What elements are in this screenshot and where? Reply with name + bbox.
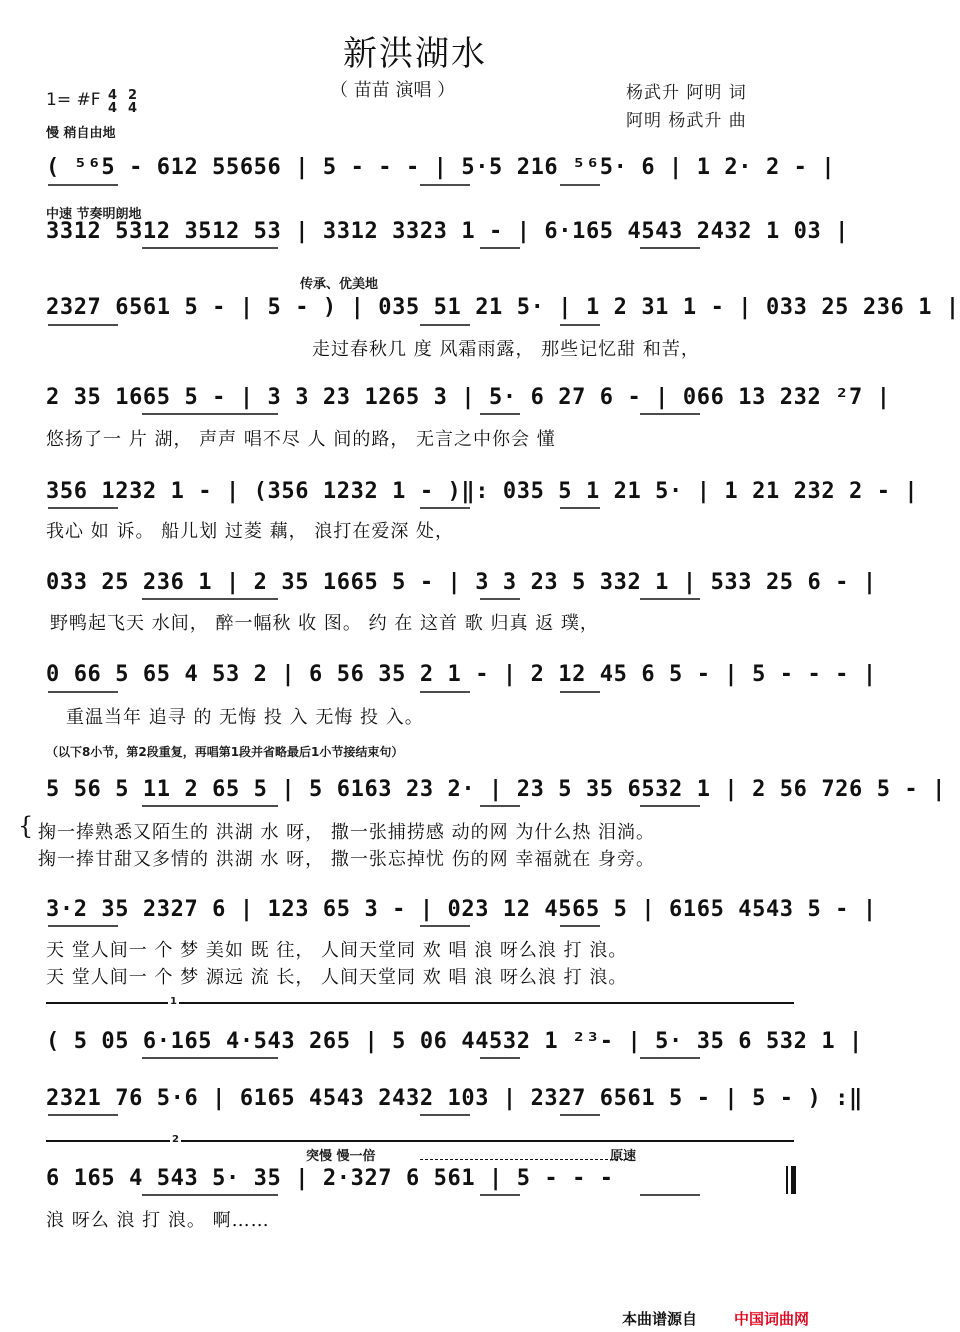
lyric-line-8-verse-2: 掬一捧甘甜又多情的 洪湖 水 呀， 撒一张忘掉忧 伤的网 幸福就在 身旁。 [38,849,656,870]
score-line-9: 3·2 35 2327 6 | 123 65 3 - | 023 12 4565 5 | 6165 4543 5 - | [46,897,877,922]
lyric-line-12: 浪 呀么 浪 打 浪。 啊…… [46,1210,270,1231]
score-line-7: 0 66 5 65 4 53 2 | 6 56 35 2 1 - | 2 12 45 6 5 - | 5 - - - | [46,662,877,687]
tempo-marking-intro: 慢 稍自由地 [46,126,116,141]
footer-site-name: 中国词曲网 [734,1310,810,1328]
score-line-3: 2327 6561 5 - | 5 - ) | 035 51 21 5· | 1 2 31 1 - | 033 25 236 1 | [46,295,960,320]
repeat-instruction: （以下8小节，第2段重复，再唱第1段并省略最后1小节接结束句） [46,745,404,759]
tempo-marking-original: 原速 [610,1149,637,1164]
composer-credit: 阿明 杨武升 曲 [626,111,747,131]
score-line-1: ( ⁵⁶5 - 612 55656 | 5 - - - | 5·5 216 ⁵⁶5· 6 | 1 2· 2 - | [46,155,836,180]
lyric-line-4: 悠扬了一 片 湖， 声声 唱不尽 人 间的路， 无言之中你会 懂 [46,429,556,450]
singer-credit: （ 苗苗 演唱 ） [330,80,456,101]
score-line-12: 6 165 4 543 5· 35 | 2·327 6 561 | 5 - - - [46,1166,614,1191]
lyric-line-5: 我心 如 诉。 船儿划 过菱 藕， 浪打在爱深 处， [46,521,455,542]
lyric-line-6: 野鸭起飞天 水间， 醉一幅秋 收 图。 约 在 这首 歌 归真 返 璞， [50,613,599,634]
lyric-line-9-verse-1: 天 堂人间一 个 梦 美如 既 往， 人间天堂同 欢 唱 浪 呀么浪 打 浪。 [46,940,628,961]
tempo-marking-slow: 突慢 慢一倍 [306,1149,376,1164]
lyric-line-3: 走过春秋几 度 风霜雨露， 那些记忆甜 和苦， [312,339,700,360]
score-line-11: 2321 76 5·6 | 6165 4543 2432 103 | 2327 6561 5 - | 5 - ) :‖ [46,1086,863,1111]
key-signature: 1= #F [46,90,101,110]
time-signature-b: 2 4 [128,88,138,116]
verse-brace: { [18,812,35,840]
volta-2-label: 2 [172,1134,179,1145]
lyricist-credit: 杨武升 阿明 词 [626,83,747,103]
score-line-4: 2 35 1665 5 - | 3 3 23 1265 3 | 5· 6 27 6 - | 066 13 232 ²7 | [46,385,891,410]
lyric-line-7: 重温当年 追寻 的 无悔 投 入 无悔 投 入。 [66,707,424,728]
score-line-10: ( 5 05 6·165 4·543 265 | 5 06 44532 1 ²³- | 5· 35 6 532 1 | [46,1029,863,1054]
lyric-line-9-verse-2: 天 堂人间一 个 梦 源远 流 长， 人间天堂同 欢 唱 浪 呀么浪 打 浪。 [46,967,628,988]
tempo-marking-medium: 中速 节奏明朗地 [46,207,142,222]
tempo-marking-lyrical: 传承、优美地 [300,277,379,292]
score-line-5: 356 1232 1 - | (356 1232 1 - )‖: 035 5 1 21 5· | 1 21 232 2 - | [46,479,919,504]
lyric-line-8-verse-1: 掬一捧熟悉又陌生的 洪湖 水 呀， 撒一张捕捞感 动的网 为什么热 泪淌。 [38,822,656,843]
score-line-2: 3312 5312 3512 53 | 3312 3323 1 - | 6·165 4543 2432 1 03 | [46,219,850,244]
time-signature-a: 4 4 [108,88,118,116]
song-title: 新洪湖水 [343,34,487,74]
footer-source-label: 本曲谱源自 [622,1310,698,1328]
score-line-8: 5 56 5 11 2 65 5 | 5 6163 23 2· | 23 5 35 6532 1 | 2 56 726 5 - | [46,777,946,802]
volta-1-label: 1 [170,996,177,1007]
score-line-6: 033 25 236 1 | 2 35 1665 5 - | 3 3 23 5 332 1 | 533 25 6 - | [46,570,877,595]
